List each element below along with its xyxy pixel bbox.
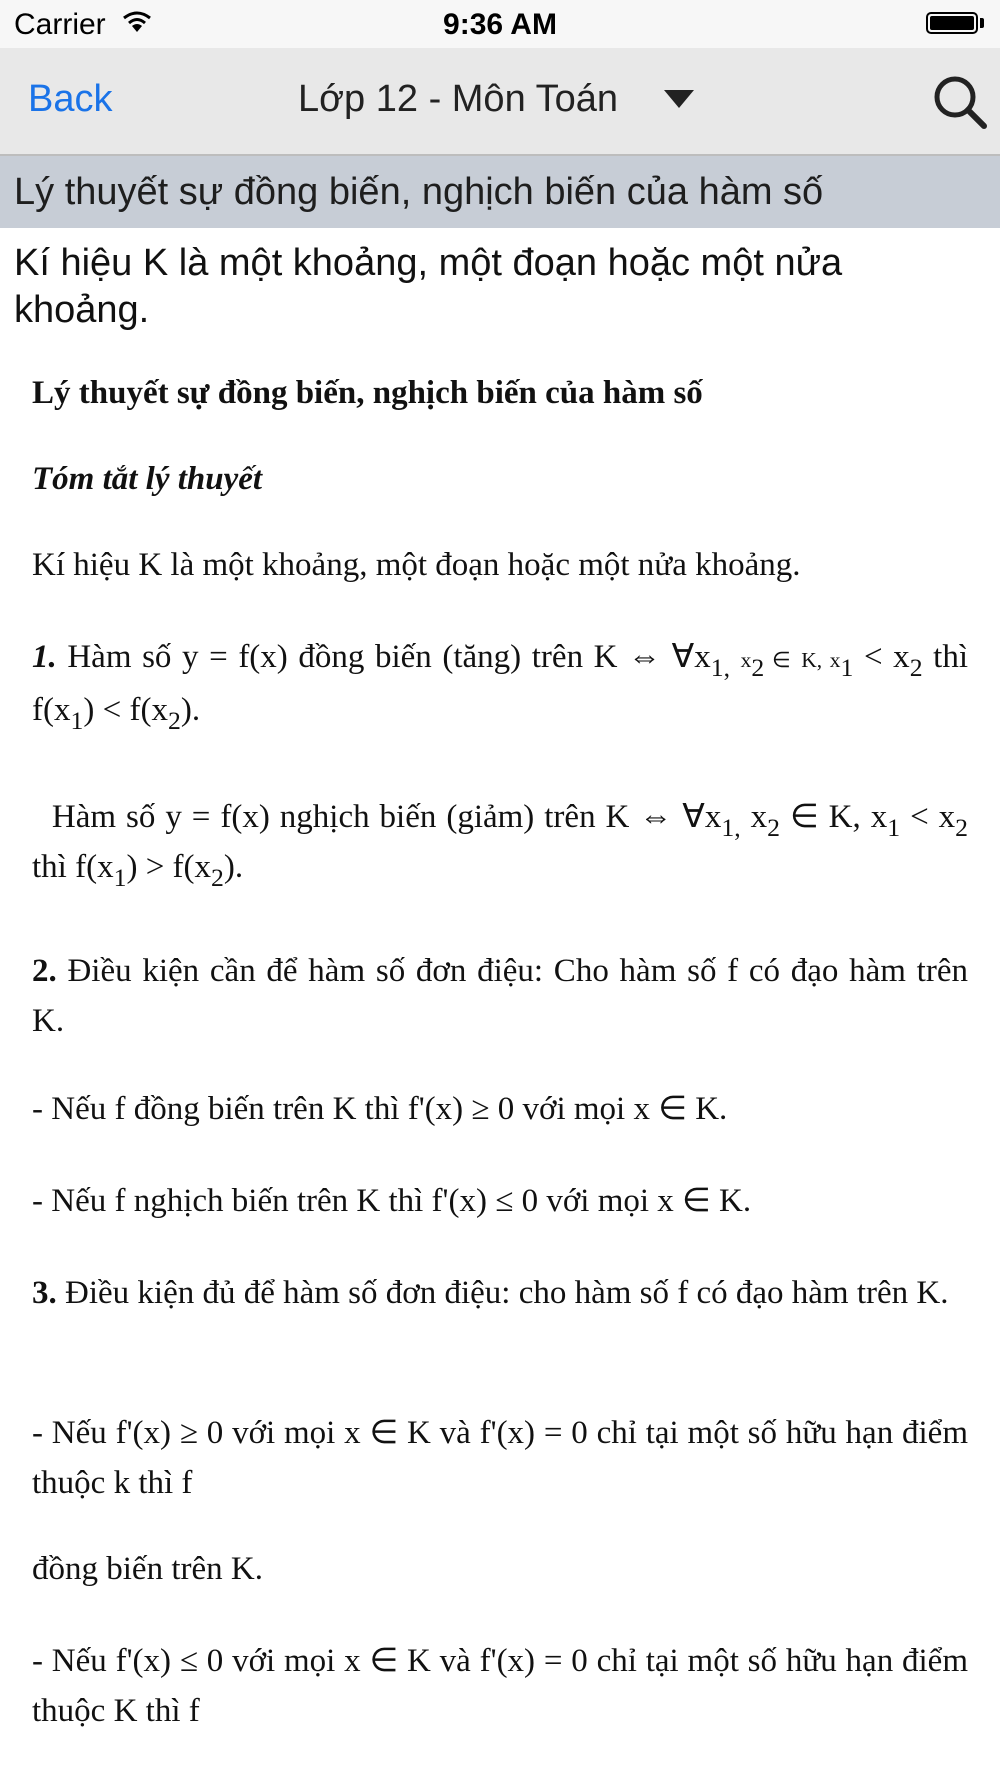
- status-bar: [0, 0, 1000, 48]
- section-header: Lý thuyết sự đồng biến, nghịch biến của hàm số: [0, 156, 1000, 228]
- article-subtitle: Tóm tắt lý thuyết: [32, 461, 263, 497]
- item-3-rule-increasing: - Nếu f'(x) ≥ 0 với mọi x ∈ K và f'(x) = 0 chỉ tại một số hữu hạn điểm thuộc k thì f: [32, 1415, 968, 1501]
- item-2-rule-increasing: - Nếu f đồng biến trên K thì f'(x) ≥ 0 với mọi x ∈ K.: [32, 1091, 728, 1127]
- item-3-rule-increasing-cont: đồng biến trên K.: [32, 1551, 263, 1587]
- search-icon[interactable]: [930, 72, 990, 132]
- subject-selector[interactable]: Lớp 12 - Môn Toán: [298, 78, 618, 120]
- article-title: Lý thuyết sự đồng biến, nghịch biến của hàm số: [32, 375, 703, 411]
- item-3-rule-decreasing: - Nếu f'(x) ≤ 0 với mọi x ∈ K và f'(x) = 0 chỉ tại một số hữu hạn điểm thuộc K thì f: [32, 1643, 968, 1729]
- item-2-rule-decreasing: - Nếu f nghịch biến trên K thì f'(x) ≤ 0 với mọi x ∈ K.: [32, 1183, 752, 1219]
- back-button[interactable]: Back: [28, 78, 113, 120]
- article-intro: Kí hiệu K là một khoảng, một đoạn hoặc một nửa khoảng.: [32, 547, 801, 583]
- item-3-sufficient-condition: 3. Điều kiện đủ để hàm số đơn điệu: cho hàm số f có đạo hàm trên K.: [32, 1275, 949, 1311]
- clock: 9:36 AM: [443, 8, 557, 41]
- item-1-decreasing: Hàm số y = f(x) nghịch biến (giảm) trên K ⇔ $\forall x_{1,}$ $x_2$ ∈ K, $x_1 < x_2$ thì $f(x_1) > f(x_2)$.: [32, 799, 969, 892]
- battery-icon: [926, 12, 978, 34]
- navigation-bar: [0, 48, 1000, 156]
- item-1-increasing: 1. Hàm số y = f(x) đồng biến (tăng) trên K ⇔ $\forall x_{1,}$ $x_2$ ∈ K, $x_1 < x_2$ thì $f(x_1) < f(x_2)$.: [32, 639, 968, 735]
- battery-nub: [980, 18, 984, 28]
- lesson-summary: Kí hiệu K là một khoảng, một đoạn hoặc một nửa khoảng.: [14, 242, 843, 331]
- item-2-necessary-condition: 2. Điều kiện cần để hàm số đơn điệu: Cho hàm số f có đạo hàm trên K.: [32, 953, 968, 1039]
- carrier-label: Carrier: [14, 8, 106, 41]
- chevron-down-icon[interactable]: [664, 90, 694, 108]
